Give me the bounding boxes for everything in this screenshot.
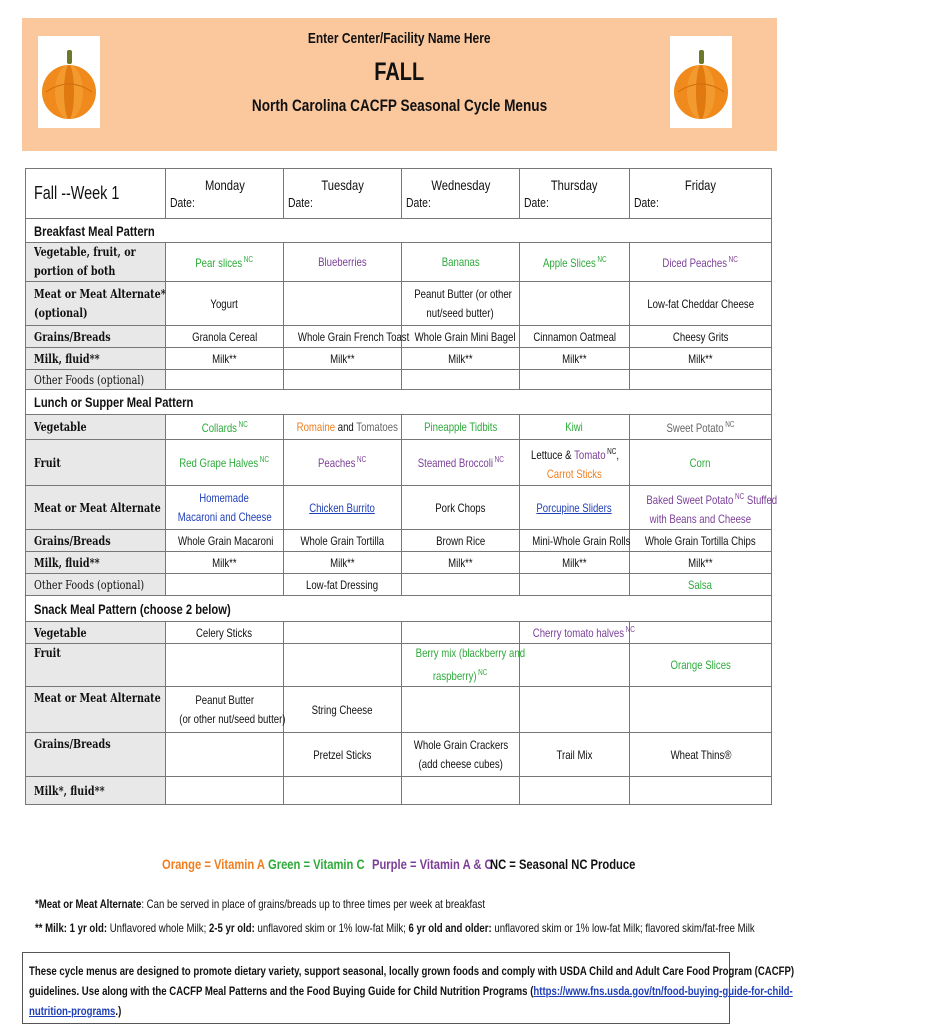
menu-cell: Salsa (630, 574, 772, 596)
menu-cell: Cinnamon Oatmeal (520, 326, 630, 348)
menu-cell: Diced Peaches $^{NC}$ (630, 243, 772, 282)
menu-cell (402, 687, 520, 733)
menu-cell (284, 282, 402, 326)
menu-cell (284, 622, 402, 644)
header-tuesday: Tuesday Date: (284, 169, 402, 219)
menu-cell: Whole Grain French Toast (284, 326, 402, 348)
menu-cell[interactable]: Porcupine Sliders (520, 486, 630, 530)
menu-cell: Milk** (630, 348, 772, 370)
menu-cell: Bananas (402, 243, 520, 282)
table-row (26, 574, 772, 596)
menu-cell: Peanut Butter (or other nut/seed butter) (402, 282, 520, 326)
row-label: Meat or Meat Alternate (26, 486, 166, 530)
menu-cell (166, 733, 284, 777)
menu-cell[interactable]: Homemade Macaroni and Cheese (166, 486, 284, 530)
menu-cell (284, 370, 402, 390)
menu-table (25, 168, 778, 805)
row-label: Vegetable (26, 622, 166, 644)
menu-cell (166, 574, 284, 596)
day-header-row (26, 169, 772, 219)
menu-cell (630, 370, 772, 390)
menu-cell (630, 687, 772, 733)
table-row (26, 243, 772, 282)
table-row (26, 733, 772, 777)
footer-note: These cycle menus are designed to promote dietary variety, support seasonal, locally grown foods and comply with USDA Child and Adult Care Food Program (CACFP) guidelines. Use along with the CACFP Meal Patterns and the Food Buying Guide for Child Nutrition Programs (https://www.fns.usda.gov/tn/food-buying-guide-for-child- nutrition-programs.) (22, 952, 730, 1024)
menu-cell: Celery Sticks (166, 622, 284, 644)
menu-cell (402, 370, 520, 390)
menu-cell: Red Grape Halves $^{NC}$ (166, 440, 284, 486)
table-row (26, 622, 772, 644)
food-buying-guide-link[interactable]: https://www.fns.usda.gov/tn/food-buying-guide-for-child- (533, 984, 793, 998)
header-wednesday: Wednesday Date: (402, 169, 520, 219)
menu-cell: Milk** (284, 348, 402, 370)
menu-cell: Peanut Butter (or other nut/seed butter) (166, 687, 284, 733)
menu-cell: Apple Slices $^{NC}$ (520, 243, 630, 282)
menu-cell (402, 622, 520, 644)
menu-cell (402, 574, 520, 596)
menu-cell (166, 644, 284, 687)
date-field[interactable]: Date: (406, 194, 431, 210)
menu-subtitle: North Carolina CACFP Seasonal Cycle Menus (251, 96, 548, 115)
date-field[interactable]: Date: (524, 194, 549, 210)
menu-cell: Cheesy Grits (630, 326, 772, 348)
season-title: FALL (374, 58, 425, 86)
food-buying-guide-link[interactable]: nutrition-programs (29, 1004, 116, 1018)
menu-cell: Whole Grain Crackers (add cheese cubes) (402, 733, 520, 777)
menu-cell (520, 777, 630, 805)
menu-cell: Milk** (166, 552, 284, 574)
header-banner (22, 18, 777, 151)
date-field[interactable]: Date: (634, 194, 659, 210)
menu-cell: Sweet Potato $^{NC}$ (630, 415, 772, 440)
menu-cell: Milk** (284, 552, 402, 574)
row-label: Grains/Breads (26, 326, 166, 348)
menu-cell (630, 622, 772, 644)
menu-cell: String Cheese (284, 687, 402, 733)
menu-cell (284, 644, 402, 687)
header-monday: Monday Date: (166, 169, 284, 219)
menu-cell (166, 777, 284, 805)
menu-cell: Romaine and Tomatoes (284, 415, 402, 440)
menu-cell: Whole Grain Mini Bagel (402, 326, 520, 348)
menu-cell: Whole Grain Macaroni (166, 530, 284, 552)
menu-cell: Brown Rice (402, 530, 520, 552)
menu-cell: Kiwi (520, 415, 630, 440)
row-label: Milk, fluid** (26, 552, 166, 574)
menu-cell (520, 687, 630, 733)
menu-cell: Milk** (520, 348, 630, 370)
meat-note: *Meat or Meat Alternate: Can be served in place of grains/breads up to three times per week at breakfast (35, 897, 485, 911)
week-label: Fall --Week 1 (26, 169, 166, 219)
row-label: Grains/Breads (26, 530, 166, 552)
menu-cell (166, 370, 284, 390)
menu-cell: Orange Slices (630, 644, 772, 687)
table-row (26, 326, 772, 348)
date-field[interactable]: Date: (288, 194, 313, 210)
menu-cell: Corn (630, 440, 772, 486)
row-label: Meat or Meat Alternate (26, 687, 166, 733)
table-row (26, 282, 772, 326)
row-label: Other Foods (optional) (26, 370, 166, 390)
menu-cell: Pear slices $^{NC}$ (166, 243, 284, 282)
row-label: Fruit (26, 440, 166, 486)
row-label: Fruit (26, 644, 166, 687)
table-row (26, 777, 772, 805)
menu-cell (520, 282, 630, 326)
menu-cell: Milk** (402, 348, 520, 370)
menu-cell: Mini-Whole Grain Rolls (520, 530, 630, 552)
menu-cell (520, 370, 630, 390)
menu-cell (402, 777, 520, 805)
row-label: Meat or Meat Alternate* (optional) (26, 282, 166, 326)
header-friday: Friday Date: (630, 169, 772, 219)
table-row (26, 415, 772, 440)
milk-note: ** Milk: 1 yr old: Unflavored whole Milk; 2-5 yr old: unflavored skim or 1% low-fat Milk; 6 yr old and older: unflavored skim or 1% low-fat Milk; flavored skim/fat-free Milk (35, 921, 755, 935)
date-field[interactable]: Date: (170, 194, 195, 210)
menu-cell (284, 777, 402, 805)
menu-cell: Low-fat Cheddar Cheese (630, 282, 772, 326)
menu-cell: Milk** (402, 552, 520, 574)
menu-cell: Pretzel Sticks (284, 733, 402, 777)
table-row (26, 370, 772, 390)
menu-cell (630, 777, 772, 805)
row-label: Milk*, fluid** (26, 777, 166, 805)
menu-cell: Berry mix (blackberry and raspberry) $^{NC}$ (402, 644, 520, 687)
menu-cell: Wheat Thins® (630, 733, 772, 777)
table-row (26, 486, 772, 530)
menu-cell: Steamed Broccoli $^{NC}$ (402, 440, 520, 486)
menu-cell: Pork Chops (402, 486, 520, 530)
table-row (26, 687, 772, 733)
menu-cell: Milk** (630, 552, 772, 574)
menu-cell: Milk** (166, 348, 284, 370)
snack-section-title: Snack Meal Pattern (choose 2 below) (26, 596, 772, 622)
facility-name[interactable]: Enter Center/Facility Name Here (308, 30, 491, 47)
menu-cell (520, 644, 630, 687)
table-row (26, 552, 772, 574)
menu-cell: Granola Cereal (166, 326, 284, 348)
menu-cell: Whole Grain Tortilla (284, 530, 402, 552)
header-thursday: Thursday Date: (520, 169, 630, 219)
row-label: Grains/Breads (26, 733, 166, 777)
menu-cell: Blueberries (284, 243, 402, 282)
row-label: Vegetable, fruit, or portion of both (26, 243, 166, 282)
menu-cell: Pineapple Tidbits (402, 415, 520, 440)
table-row (26, 644, 772, 687)
row-label: Other Foods (optional) (26, 574, 166, 596)
menu-cell: Baked Sweet Potato $^{NC}$ Stuffed with Beans and Cheese (630, 486, 772, 530)
breakfast-section-title: Breakfast Meal Pattern (26, 219, 772, 243)
row-label: Milk, fluid** (26, 348, 166, 370)
menu-cell[interactable]: Chicken Burrito (284, 486, 402, 530)
menu-cell: Milk** (520, 552, 630, 574)
menu-cell (520, 574, 630, 596)
lunch-section-title: Lunch or Supper Meal Pattern (26, 390, 772, 415)
menu-cell: Lettuce & Tomato $^{NC}$, Carrot Sticks (520, 440, 630, 486)
menu-cell: Low-fat Dressing (284, 574, 402, 596)
row-label: Vegetable (26, 415, 166, 440)
menu-cell: Yogurt (166, 282, 284, 326)
menu-cell: Cherry tomato halves $^{NC}$ (520, 622, 630, 644)
table-row (26, 440, 772, 486)
menu-cell: Trail Mix (520, 733, 630, 777)
table-row (26, 348, 772, 370)
menu-cell: Whole Grain Tortilla Chips (630, 530, 772, 552)
menu-cell: Collards $^{NC}$ (166, 415, 284, 440)
table-row (26, 530, 772, 552)
menu-cell: Peaches $^{NC}$ (284, 440, 402, 486)
